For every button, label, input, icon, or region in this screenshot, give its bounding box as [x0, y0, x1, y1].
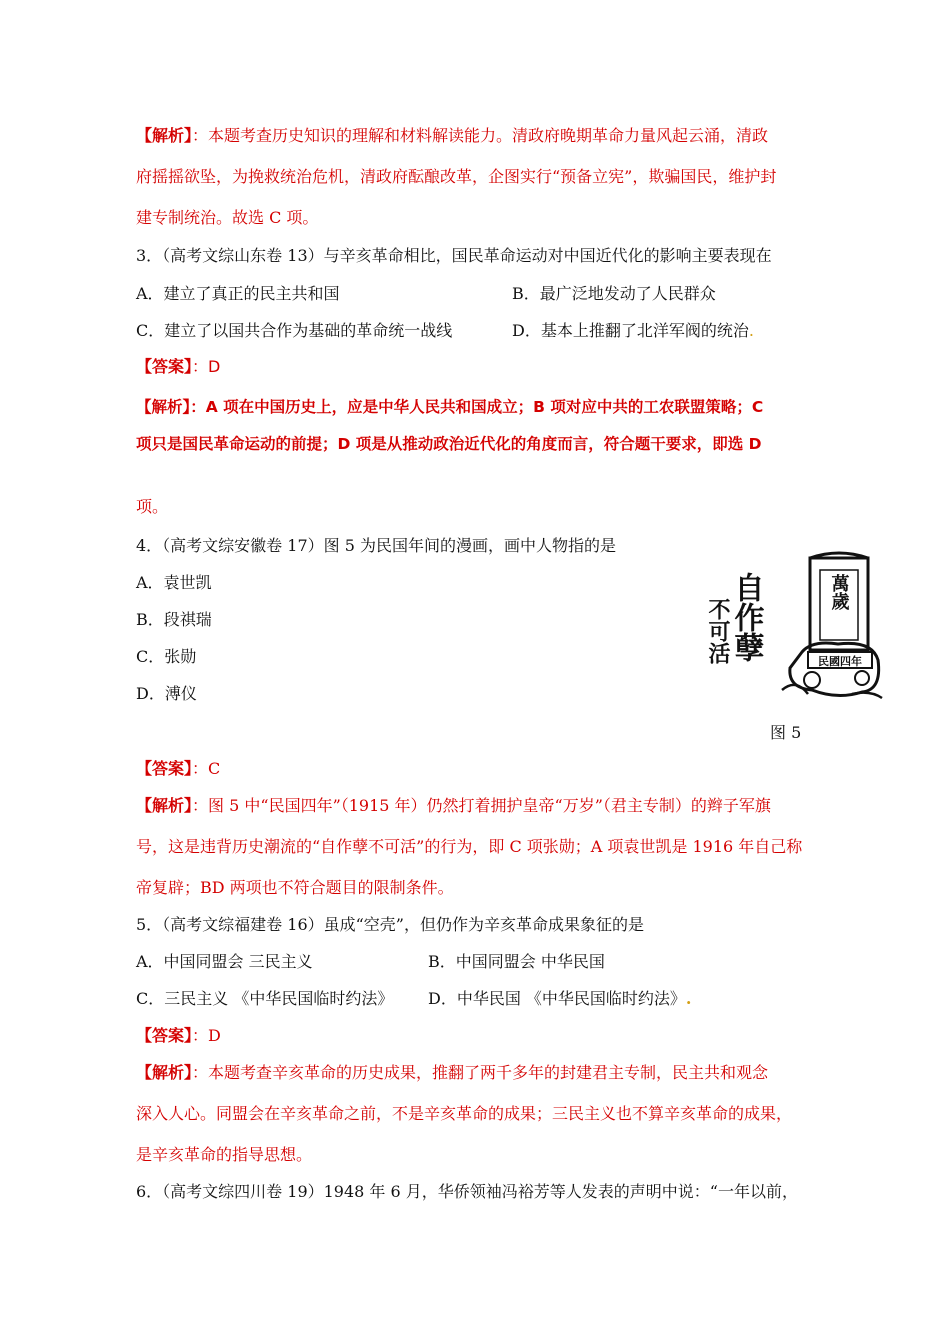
- q3-option-a: A．建立了真正的民主共和国: [136, 284, 340, 303]
- q4-stem: 4．（高考文综安徽卷 17）图 5 为民国年间的漫画，画中人物指的是: [136, 536, 616, 555]
- q5-option-c: C．三民主义 《中华民国临时约法》: [136, 989, 394, 1008]
- q3-option-d: D．基本上推翻了北洋军阀的统治.: [512, 321, 754, 340]
- q3-option-b: B．最广泛地发动了人民群众: [512, 284, 716, 303]
- q4-option-c: C．张勋: [136, 647, 197, 666]
- q4-analysis-line-1: 【解析】：图 5 中“民国四年”（1915 年）仍然打着拥护皇帝“万岁”（君主专制）的辫子军旗: [136, 796, 771, 815]
- q4-analysis-label: 【解析】: [136, 796, 193, 815]
- q5-option-d: D．中华民国 《中华民国临时约法》.: [428, 989, 692, 1008]
- cartoon-banner-text: 民國四年: [818, 655, 862, 668]
- cartoon-illustration: [705, 540, 884, 702]
- q5-answer-label: 【答案】: [136, 1026, 193, 1045]
- q4-option-b: B．段祺瑞: [136, 610, 212, 629]
- cartoon-text-1a: 自作孽: [728, 572, 764, 662]
- q3-option-c: C．建立了以国共合作为基础的革命统一战线: [136, 321, 453, 340]
- q5-option-a: A．中国同盟会 三民主义: [136, 952, 313, 971]
- q4-option-a: A．袁世凯: [136, 573, 212, 592]
- q5-analysis-label: 【解析】: [136, 1063, 193, 1082]
- q2-analysis-line-1: 【解析】：本题考查历史知识的理解和材料解读能力。清政府晚期革命力量风起云涌，清政: [136, 126, 769, 145]
- q5-stem: 5．（高考文综福建卷 16）虽成“空壳”，但仍作为辛亥革命成果象征的是: [136, 915, 644, 934]
- q3-analysis-label: 【解析】: [136, 398, 191, 416]
- q4-option-d: D．溥仪: [136, 684, 197, 703]
- q4-analysis-line-3: 帝复辟；BD 两项也不符合题目的限制条件。: [136, 878, 454, 897]
- cartoon-text-2: 不可活: [705, 598, 731, 664]
- q3-answer-label: 【答案】: [136, 357, 193, 376]
- q2-analysis-line-3: 建专制统治。故选 C 项。: [136, 208, 319, 227]
- q3-analysis-line-2: 项只是国民革命运动的前提；D 项是从推动政治近代化的角度而言，符合题干要求，即选 D: [136, 435, 762, 453]
- cartoon-flag-text: 萬歲: [828, 574, 850, 610]
- q3-analysis-line-3: 项。: [136, 497, 169, 516]
- q4-analysis-line-2: 号，这是违背历史潮流的“自作孽不可活”的行为，即 C 项张勋；A 项袁世凯是 1916 年自己称: [136, 837, 803, 856]
- q2-analysis-line-2: 府摇摇欲坠，为挽救统治危机，清政府酝酿改革，企图实行“预备立宪”，欺骗国民，维护封: [136, 167, 777, 186]
- q5-analysis-line-1: 【解析】：本题考查辛亥革命的历史成果，推翻了两千多年的封建君主专制，民主共和观念: [136, 1063, 769, 1082]
- q4-answer-label: 【答案】: [136, 759, 193, 778]
- q2-analysis-label: 【解析】: [136, 126, 193, 145]
- q5-option-b: B．中国同盟会 中华民国: [428, 952, 605, 971]
- q6-stem: 6．（高考文综四川卷 19）1948 年 6 月，华侨领袖冯裕芳等人发表的声明中说：“一年以前，: [136, 1182, 798, 1201]
- cartoon-figure: [705, 540, 884, 702]
- q3-analysis-line-1: 【解析】：A 项在中国历史上，应是中华人民共和国成立；B 项对应中共的工农联盟策略；C: [136, 398, 764, 416]
- q5-analysis-line-2: 深入人心。同盟会在辛亥革命之前，不是辛亥革命的成果；三民主义也不算辛亥革命的成果，: [136, 1104, 793, 1123]
- q4-answer: 【答案】：C: [136, 759, 221, 778]
- q3-answer: 【答案】：D: [136, 357, 221, 376]
- q5-answer: 【答案】：D: [136, 1026, 221, 1045]
- q3-stem: 3．（高考文综山东卷 13）与辛亥革命相比，国民革命运动对中国近代化的影响主要表现在: [136, 246, 772, 265]
- q5-analysis-line-3: 是辛亥革命的指导思想。: [136, 1145, 313, 1164]
- figure-caption: 图 5: [770, 723, 802, 742]
